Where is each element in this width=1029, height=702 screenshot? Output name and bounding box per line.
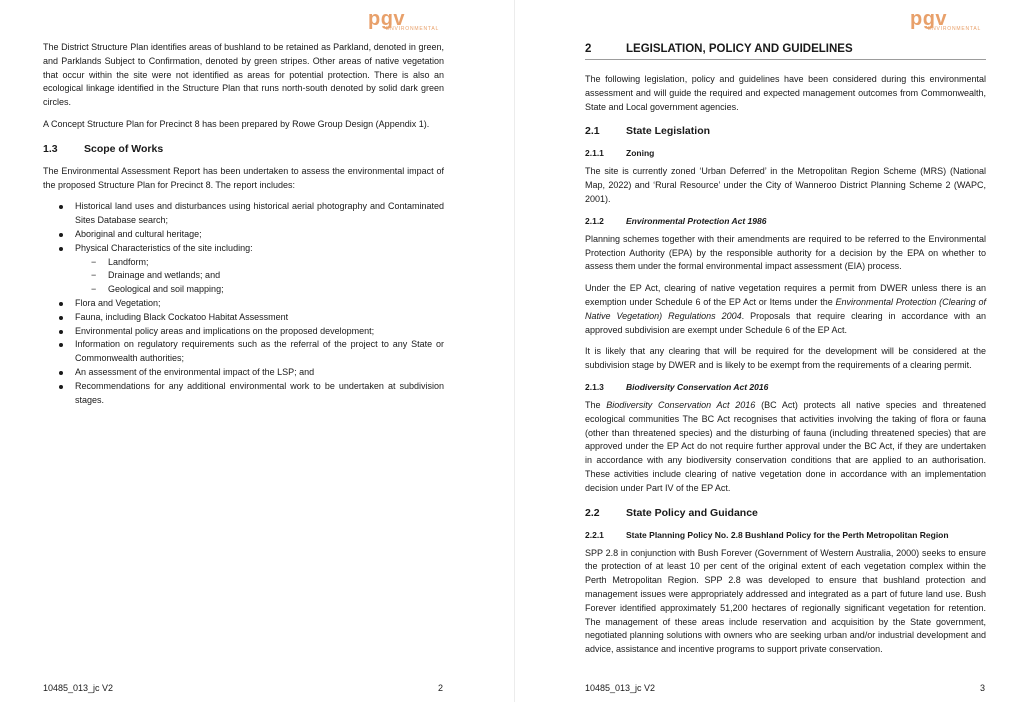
list-item (43, 380, 444, 408)
list-item (43, 338, 444, 366)
sub-list-item-text: Geological and soil mapping; (108, 284, 224, 295)
logo-subtext: ENVIRONMENTAL (928, 26, 982, 32)
subsection-title: State Planning Policy No. 2.8 Bushland Policy for the Perth Metropolitan Region (626, 529, 949, 540)
pgv-logo (368, 9, 448, 31)
paragraph: Planning schemes together with their amendments are required to be referred to the Environmental Protection Authority (EPA) by the responsible authority for a decision by the EPA on whether to assess them under the formal environmental impact assessment (EIA) process. (585, 233, 986, 272)
text-run: . Proposals that require clearing in accordance with an approved subdivision are exempt under Schedule 6 of the EP Act. (585, 310, 987, 335)
subsection-heading-2-1-1 (585, 147, 986, 159)
list-item (43, 228, 444, 242)
chapter-title: LEGISLATION, POLICY AND GUIDELINES (626, 43, 853, 55)
bullet-icon (59, 205, 63, 209)
subsection-title: Zoning (626, 148, 655, 159)
heading-rule (585, 59, 986, 60)
subsection-heading-2-2-1 (585, 529, 986, 541)
scope-list (43, 200, 444, 407)
bullet-icon (59, 330, 63, 334)
subsection-number: 2.2.1 (585, 529, 604, 540)
bullet-icon (59, 343, 63, 347)
subsection-number: 2.1.2 (585, 215, 604, 226)
list-item (43, 366, 444, 380)
section-heading-1-3 (43, 142, 444, 156)
page-3-content (585, 41, 986, 665)
paragraph: The Environmental Assessment Report has been undertaken to assess the environmental impact of the proposed Structure Plan for Precinct 8. The report includes: (43, 165, 444, 190)
dash-icon: − (91, 284, 97, 295)
subsection-title: Biodiversity Conservation Act 2016 (626, 381, 769, 392)
subsection-heading-2-1-3 (585, 381, 986, 393)
bullet-icon (59, 316, 63, 320)
section-title: State Policy and Guidance (626, 506, 758, 519)
paragraph: It is likely that any clearing that will be required for the development will be considered at the subdivision stage by DWER and is likely to be exempt from the requirements of a clearing permit. (585, 346, 986, 371)
section-number: 2.1 (585, 125, 600, 138)
paragraph: The site is currently zoned ‘Urban Deferred’ in the Metropolitan Region Scheme (MRS) (National Map, 2022) and ‘Rural Resource’ under the City of Wanneroo District Planning Scheme 2 (WAPC, 2001). (585, 166, 986, 204)
italic-run: Environmental Protection (Clearing of Native Vegetation) Regulations 2004 (585, 296, 986, 321)
bullet-icon (59, 247, 63, 251)
bullet-icon (59, 385, 63, 389)
subsection-title: Environmental Protection Act 1986 (626, 215, 767, 226)
chapter-heading (585, 41, 986, 57)
sub-list-item-text: Landform; (108, 256, 149, 267)
logo-text: pgv (368, 8, 406, 30)
chapter-number: 2 (585, 43, 592, 55)
text-run: Under the EP Act, clearing of native vegetation requires a permit from DWER unless there is an exemption under Schedule 6 of the EP Act or Items under the (585, 283, 986, 307)
dash-icon: − (91, 270, 97, 281)
list-item-text: Fauna, including Black Cockatoo Habitat Assessment (75, 311, 289, 322)
subsection-number: 2.1.1 (585, 148, 604, 159)
list-item-text: Physical Characteristics of the site including: (75, 242, 253, 253)
list-item-text: Aboriginal and cultural heritage; (75, 228, 202, 239)
paragraph: SPP 2.8 in conjunction with Bush Forever (Government of Western Australia, 2000) seeks to ensure the protection of at least 10 per cent of the original extent of each vegetation complex within the Perth Metropolitan Region. SPP 2.8 was developed to ensure that bushland protection and management issues were appropriately addressed and integrated as a part of future land use. Bush Forever identified approximately 51,200 hectares of regionally significant vegetation for retention. The management of these areas include reservation and acquisition by the State government, negotiated planning solutions with owners who are seeking urban and/or industrial development and advice, assistance and incentive programs to support private conservation. (585, 547, 986, 655)
pgv-logo (910, 9, 990, 31)
dash-icon: − (91, 256, 97, 267)
page-3 (515, 0, 1029, 702)
footer-doc-ref: 10485_013_jc V2 (43, 683, 114, 693)
list-item-text: Information on regulatory requirements such as the referral of the project to any State or Commonwealth authorities; (75, 339, 444, 364)
bullet-icon (59, 371, 63, 375)
paragraph (585, 282, 986, 337)
sub-list-item (75, 256, 444, 270)
bullet-icon (59, 233, 63, 237)
list-item (43, 297, 444, 311)
paragraph: The District Structure Plan identifies areas of bushland to be retained as Parkland, denoted in green, and Parklands Subject to Confirmation, denoted by green stripes. Other areas of native vegetation that occur within the site were not identified as areas for potential protection. There is also an ecological linkage identified in the Structure Plan that runs north-south denoted by solid dark green circles. (43, 42, 444, 108)
logo-subtext: ENVIRONMENTAL (386, 26, 440, 32)
footer-doc-ref: 10485_013_jc V2 (585, 683, 656, 693)
paragraph (585, 399, 986, 496)
subsection-number: 2.1.3 (585, 381, 604, 392)
page-number: 3 (980, 683, 986, 693)
list-item (43, 242, 444, 297)
section-heading-2-2 (585, 506, 986, 520)
subsection-heading-2-1-2 (585, 215, 986, 227)
sub-list-item (75, 269, 444, 283)
paragraph: A Concept Structure Plan for Precinct 8 has been prepared by Rowe Group Design (Appendix 1). (43, 118, 430, 129)
list-item (43, 200, 444, 228)
page-number: 2 (438, 683, 444, 693)
list-item (43, 325, 444, 339)
text-run: The (585, 399, 607, 410)
section-number: 1.3 (43, 142, 58, 155)
list-item-text: An assessment of the environmental impact of the LSP; and (75, 366, 315, 377)
list-item-text: Recommendations for any additional environmental work to be undertaken at subdivision stages. (75, 380, 444, 405)
logo-text: pgv (910, 8, 948, 30)
sub-list-item (75, 283, 444, 297)
italic-run: Biodiversity Conservation Act 2016 (606, 399, 756, 410)
section-title: State Legislation (626, 125, 711, 138)
sub-list (75, 256, 444, 297)
bullet-icon (59, 302, 63, 306)
page-2 (0, 0, 514, 702)
text-run: (BC Act) protects all native species and threatened ecological communities The BC Act recognises that activities involving the taking of flora or fauna (other than threatened species) and the disturbing of fauna (including threatened species) that are approved under the EP Act do not require further approval under the BC Act, if they are undertaken in accordance with any biodiversity conservation conditions that are applied to an authorisation. These activities include clearing of native vegetation done in accordance with an implementation decision under Part IV of the EP Act. (585, 399, 987, 493)
sub-list-item-text: Drainage and wetlands; and (108, 270, 221, 281)
section-number: 2.2 (585, 506, 600, 519)
list-item-text: Flora and Vegetation; (75, 297, 161, 308)
list-item-text: Historical land uses and disturbances using historical aerial photography and Contaminated Sites Database search; (75, 201, 444, 226)
page-2-content (43, 41, 444, 407)
list-item-text: Environmental policy areas and implications on the proposed development; (75, 325, 375, 336)
paragraph: The following legislation, policy and guidelines have been considered during this environmental assessment and will guide the required and expected management outcomes from Commonwealth, State and Local government agencies. (585, 74, 986, 112)
section-title: Scope of Works (84, 142, 164, 155)
section-heading-2-1 (585, 124, 986, 138)
list-item (43, 311, 444, 325)
